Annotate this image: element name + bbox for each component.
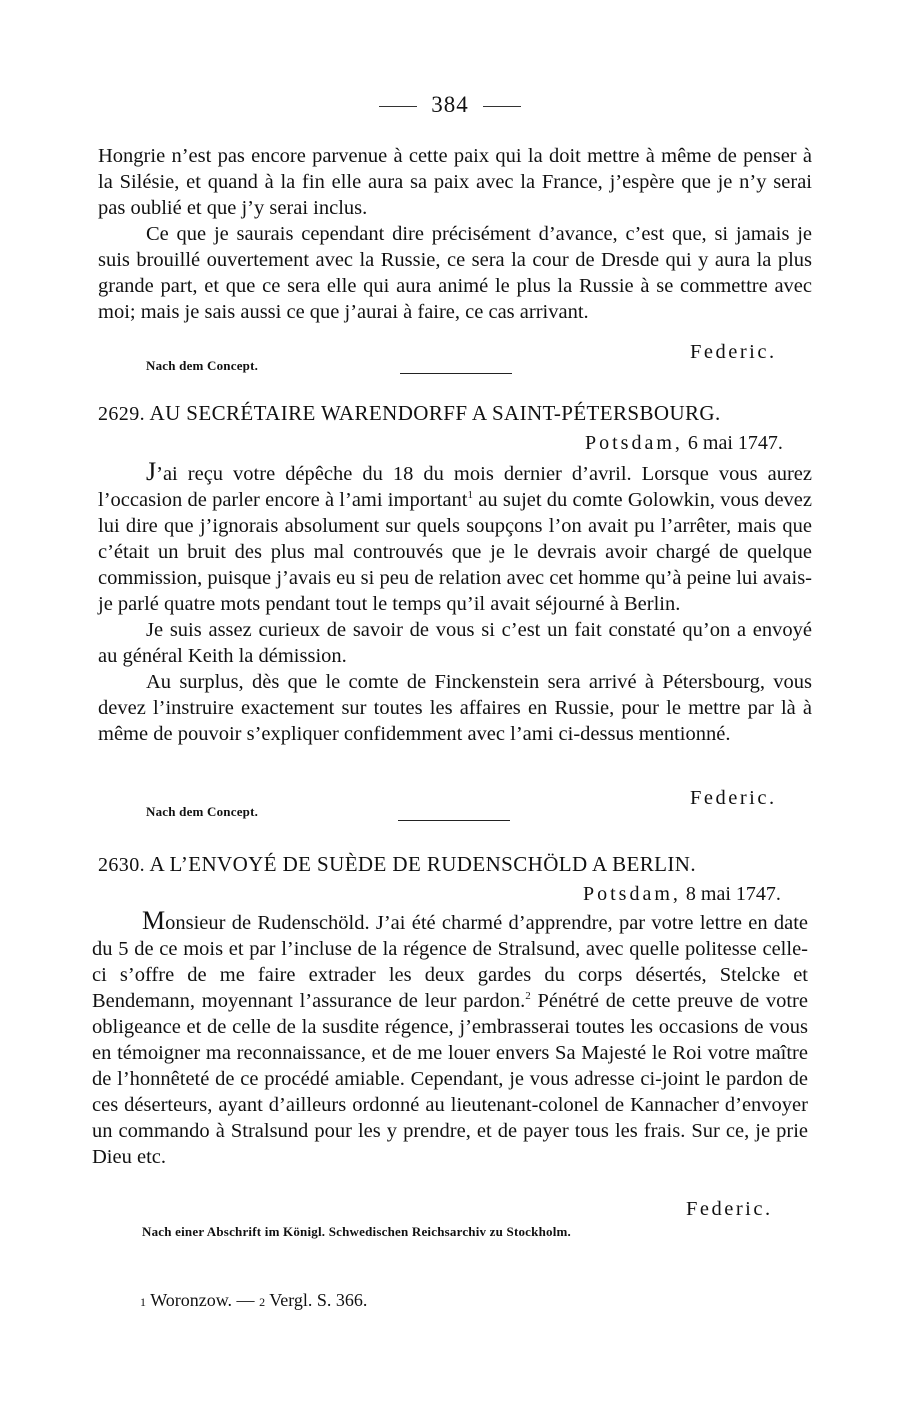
dateline xyxy=(585,432,783,455)
letter-body-2629 xyxy=(98,459,812,747)
footnote-mark: 2 xyxy=(259,1295,266,1309)
footnotes xyxy=(140,1290,367,1311)
letter-title: A L’ENVOYÉ DE SUÈDE DE RUDENSCHÖLD A BERLIN. xyxy=(149,852,696,876)
letter-title: AU SECRÉTAIRE WARENDORFF A SAINT-PÉTERSBOURG. xyxy=(149,401,721,425)
signature: Federic. xyxy=(690,787,777,809)
letter-body-2630 xyxy=(92,908,808,1170)
left-dash xyxy=(379,106,417,107)
paragraph-text: au sujet du comte Golowkin, vous devez lui dire que j’ignorais absolument sur quels soupçons l’on avait pu l’arrêter, mais que c’était un bruit des plus mal controuvés que je le devrais avoir chargé de quelque commission, puisque j’avais eu si peu de relation avec cet homme qu’à peine lui avais-je parlé quatre mots pendant tout le temps qu’il avait séjourné à Berlin. xyxy=(98,489,812,615)
footnote-ref: 2 xyxy=(525,990,531,1003)
footnote-ref: 1 xyxy=(467,489,474,502)
paragraph-text: ’ai reçu votre dépêche du 18 du mois dernier d’avril. Lorsque vous aurez l’occasion de parler encore à l’ami important xyxy=(98,463,812,511)
letter-number: 2629. xyxy=(98,403,145,425)
paragraph xyxy=(92,908,808,1170)
paragraph: Au surplus, dès que le comte de Finckenstein sera arrivé à Pétersbourg, vous devez l’instruire exactement sur toutes les affaires en Russie, pour le mettre par là à même de pouvoir s’expliquer confidemment avec l’ami ci-dessus mentionné. xyxy=(98,671,812,745)
source-note: Nach dem Concept. xyxy=(146,358,259,373)
separator-rule xyxy=(398,820,510,821)
paragraph xyxy=(98,459,812,617)
signature: Federic. xyxy=(686,1198,773,1220)
footnote-mark: 1 xyxy=(140,1295,146,1309)
drop-cap: J xyxy=(146,457,157,486)
source-note: Nach einer Abschrift im Königl. Schwedischen Reichsarchiv zu Stockholm. xyxy=(142,1224,572,1239)
dateline-date: 8 mai 1747. xyxy=(685,883,781,905)
paragraph: Ce que je saurais cependant dire précisément d’avance, c’est que, si jamais je suis brouillé ouvertement avec la Russie, ce sera la cour de Dresde qui y aura la plus grande part, et que ce sera elle qui aura animé le plus la Russie à se commettre avec moi; mais je sais aussi ce que j’aurai à faire, ce cas arrivant. xyxy=(98,223,812,323)
separator-rule xyxy=(400,373,512,374)
paragraph-text: Pénétré de cette preuve de votre obligeance et de celle de la susdite régence, j’embrasserai toutes les occasions de vous en témoigner ma reconnaissance, et de me louer envers Sa Majesté le Roi votre maître de l’honnêteté de ce procédé amiable. Cependant, je vous adresse ci-joint le pardon de ces déserteurs, ayant d’ailleurs ordonné au lieutenant-colonel de Kannacher d’envoyer un commando à Stralsund pour les y prendre, et de payer tous les frais. Sur ce, je prie Dieu etc. xyxy=(92,990,808,1168)
footnote-text: Woronzow. — xyxy=(150,1290,255,1310)
drop-cap: M xyxy=(142,906,166,935)
page-number-value: 384 xyxy=(431,92,469,117)
paragraph: Hongrie n’est pas encore parvenue à cette paix qui la doit mettre à même de penser à la Silésie, et quand à la fin elle aura sa paix avec la France, j’espère que je n’y serai pas oublié et que j’y serai inclus. xyxy=(98,145,812,219)
right-dash xyxy=(483,106,521,107)
source-note: Nach dem Concept. xyxy=(146,804,259,819)
letter-number: 2630. xyxy=(98,854,145,876)
letter-heading-2630 xyxy=(98,852,812,877)
page-number xyxy=(0,92,900,118)
letter-heading-2629 xyxy=(98,401,812,426)
continuation-text xyxy=(98,143,812,325)
signature: Federic. xyxy=(690,341,777,363)
dateline-place: Potsdam, xyxy=(585,432,683,454)
dateline-date: 6 mai 1747. xyxy=(687,432,783,454)
footnote-text: Vergl. S. 366. xyxy=(269,1290,368,1310)
dateline xyxy=(583,883,781,906)
paragraph: Je suis assez curieux de savoir de vous si c’est un fait constaté qu’on a envoyé au général Keith la démission. xyxy=(98,619,812,667)
dateline-place: Potsdam, xyxy=(583,883,681,905)
paragraph-text: onsieur de Rudenschöld. J’ai été charmé d’apprendre, par votre lettre en date du 5 de ce mois et par l’incluse de la régence de Stralsund, avec quelle politesse celle-ci s’offre de me faire extrader les deux gardes du corps désertés, Stelcke et Bendemann, moyennant l’assurance de leur pardon. xyxy=(92,912,808,1012)
